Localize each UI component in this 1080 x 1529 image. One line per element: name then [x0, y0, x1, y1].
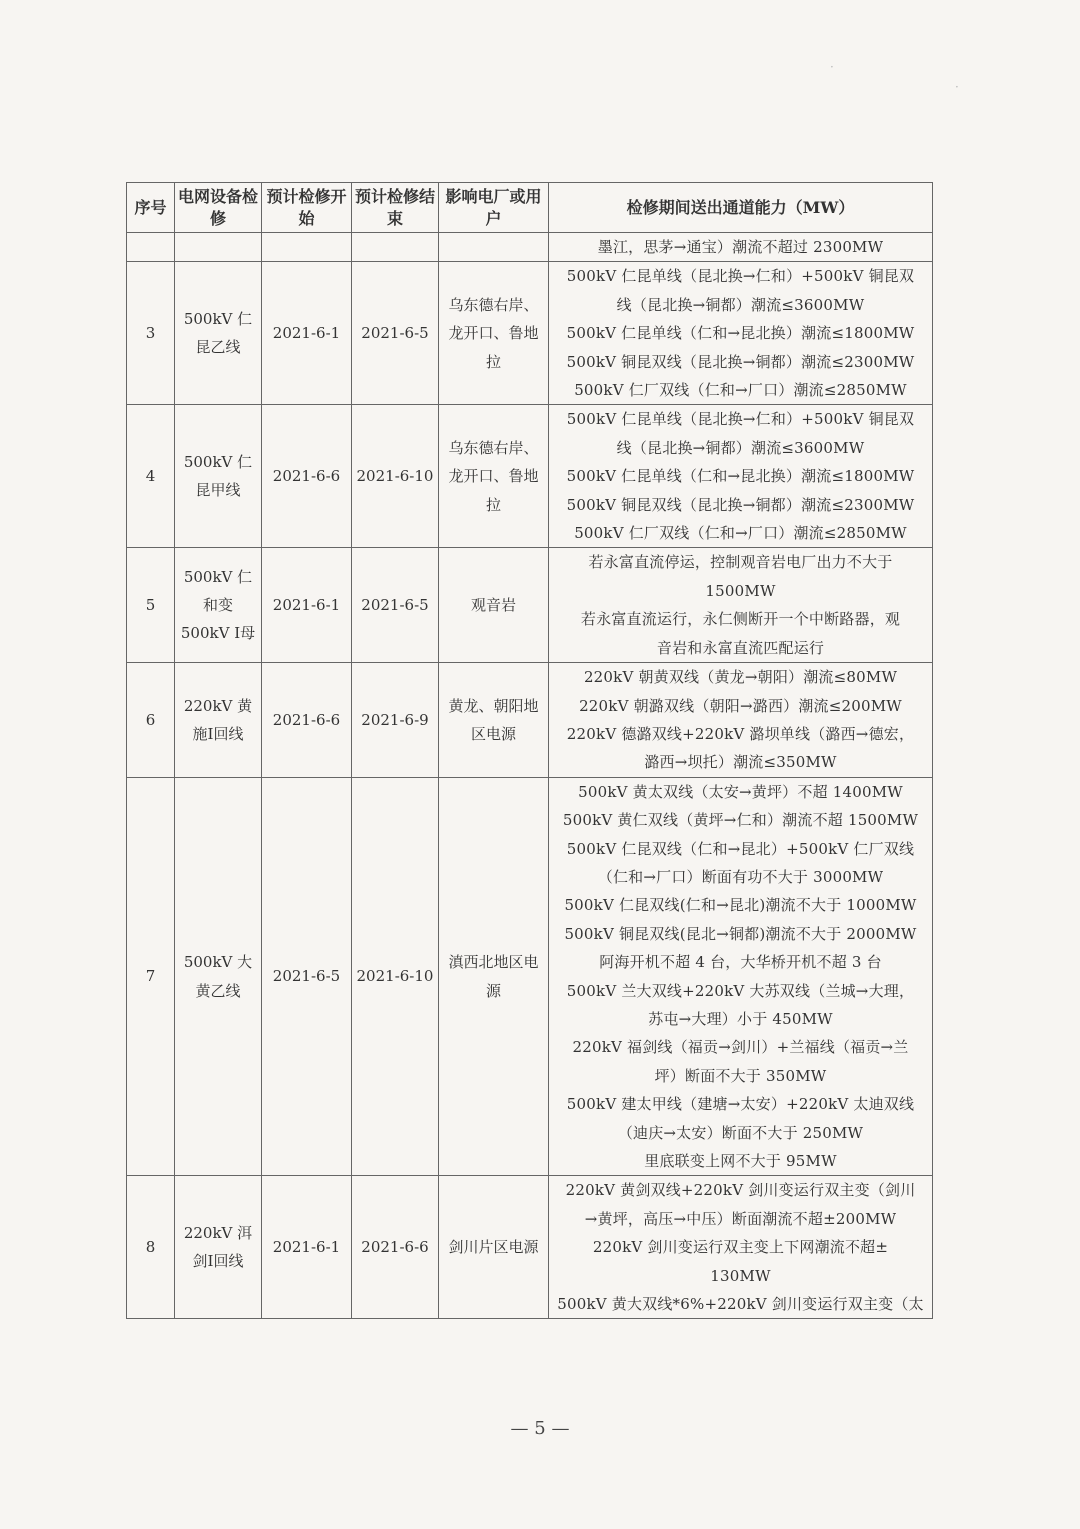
capacity-line: 500kV 仁昆单线（仁和→昆北换）潮流≤1800MW: [566, 467, 915, 486]
row-number: 4: [127, 405, 175, 548]
capacity-line: 500kV 仁厂双线（仁和→厂口）潮流≤2850MW: [574, 381, 907, 400]
scan-speck-mark: ·: [830, 60, 834, 74]
capacity-line: 1500MW: [705, 581, 776, 600]
capacity-cell: [549, 233, 933, 262]
table-row: [127, 548, 933, 663]
affected-plant-cell: 乌东德右岸、龙开口、鲁地拉: [439, 262, 549, 405]
capacity-line: 若永富直流停运，控制观音岩电厂出力不大于: [588, 553, 893, 572]
capacity-line: 墨江，思茅→通宝）潮流不超过 2300MW: [597, 238, 884, 256]
start-date-cell: 2021-6-5: [262, 777, 352, 1176]
capacity-line: 里底联变上网不大于 95MW: [644, 1152, 837, 1170]
capacity-line: →黄坪，高压→中压）断面潮流不超±200MW: [584, 1209, 897, 1228]
capacity-line: 220kV 福剑线（福贡→剑川）+兰福线（福贡→兰: [572, 1038, 909, 1057]
start-date-cell: 2021-6-6: [262, 663, 352, 778]
start-date-cell: 2021-6-1: [262, 1176, 352, 1319]
capacity-line: 500kV 黄太双线（太安→黄坪）不超 1400MW: [578, 782, 903, 801]
table-row: [127, 777, 933, 1176]
table-row: [127, 262, 933, 405]
table-row-carry-over: [127, 233, 933, 262]
row-number: 6: [127, 663, 175, 778]
header-equipment: 电网设备检修: [175, 183, 262, 233]
header-end: 预计检修结束: [352, 183, 439, 233]
start-date-cell: 2021-6-1: [262, 548, 352, 663]
capacity-line: 500kV 黄大双线*6%+220kV 剑川变运行双主变（太: [557, 1295, 924, 1314]
header-no: 序号: [127, 183, 175, 233]
capacity-line: 220kV 朝黄双线（黄龙→朝阳）潮流≤80MW: [583, 668, 898, 687]
end-date-cell: 2021-6-10: [352, 405, 439, 548]
table-header-row: [127, 183, 933, 233]
capacity-line: 音岩和永富直流匹配运行: [656, 638, 825, 657]
table-row: [127, 1176, 933, 1319]
capacity-line: 潞西→坝托）潮流≤350MW: [644, 753, 837, 772]
page-number: — 5 —: [510, 1418, 570, 1439]
affected-plant-cell: 剑川片区电源: [439, 1176, 549, 1319]
row-number: 5: [127, 548, 175, 663]
equipment-cell: 220kV 黄施Ⅰ回线: [175, 663, 262, 778]
capacity-line: 线（昆北换→铜都）潮流≤3600MW: [616, 295, 865, 314]
capacity-line: （迪庆→太安）断面不大于 250MW: [617, 1123, 864, 1142]
capacity-line: 坪）断面不大于 350MW: [654, 1066, 827, 1085]
capacity-line: 220kV 德潞双线+220kV 潞坝单线（潞西→德宏，: [566, 724, 915, 743]
capacity-cell: [549, 663, 933, 778]
capacity-line: 500kV 铜昆双线（昆北换→铜都）潮流≤2300MW: [566, 495, 915, 514]
end-date-cell: 2021-6-6: [352, 1176, 439, 1319]
capacity-cell: [549, 777, 933, 1176]
capacity-line: 500kV 仁昆单线（仁和→昆北换）潮流≤1800MW: [566, 324, 915, 343]
capacity-cell: [549, 548, 933, 663]
capacity-line: （仁和→厂口）断面有功不大于 3000MW: [597, 867, 884, 886]
capacity-line: 阿海开机不超 4 台，大华桥开机不超 3 台: [599, 953, 882, 972]
capacity-line: 500kV 仁昆单线（昆北换→仁和）+500kV 铜昆双: [566, 267, 915, 286]
end-date-cell: 2021-6-10: [352, 777, 439, 1176]
capacity-cell: [549, 1176, 933, 1319]
table-row: [127, 405, 933, 548]
affected-plant-cell: 乌东德右岸、龙开口、鲁地拉: [439, 405, 549, 548]
capacity-line: 500kV 仁厂双线（仁和→厂口）潮流≤2850MW: [574, 524, 907, 543]
capacity-line: 500kV 铜昆双线(昆北→铜都)潮流不大于 2000MW: [564, 924, 917, 943]
equipment-cell: 220kV 洱剑Ⅰ回线: [175, 1176, 262, 1319]
row-number: 8: [127, 1176, 175, 1319]
capacity-line: 若永富直流运行，永仁侧断开一个中断路器，观: [580, 610, 901, 629]
scan-speck-mark: ·: [955, 80, 959, 94]
capacity-line: 500kV 仁昆单线（昆北换→仁和）+500kV 铜昆双: [566, 410, 915, 429]
equipment-cell: 500kV 大黄乙线: [175, 777, 262, 1176]
start-date-cell: 2021-6-1: [262, 262, 352, 405]
capacity-line: 500kV 仁昆双线（仁和→昆北）+500kV 仁厂双线: [566, 839, 915, 858]
row-number: 3: [127, 262, 175, 405]
capacity-line: 500kV 铜昆双线（昆北换→铜都）潮流≤2300MW: [566, 352, 915, 371]
start-date-cell: 2021-6-6: [262, 405, 352, 548]
affected-plant-cell: 滇西北地区电源: [439, 777, 549, 1176]
capacity-line: 130MW: [710, 1266, 771, 1285]
capacity-line: 500kV 建太甲线（建塘→太安）+220kV 太迪双线: [566, 1095, 915, 1114]
end-date-cell: 2021-6-5: [352, 548, 439, 663]
capacity-line: 220kV 剑川变运行双主变上下网潮流不超±: [592, 1238, 889, 1257]
equipment-cell: 500kV 仁昆乙线: [175, 262, 262, 405]
capacity-line: 500kV 仁昆双线(仁和→昆北)潮流不大于 1000MW: [564, 896, 917, 915]
header-affected: 影响电厂或用户: [439, 183, 549, 233]
table-row: [127, 663, 933, 778]
capacity-line: 220kV 朝潞双线（朝阳→潞西）潮流≤200MW: [579, 696, 902, 715]
capacity-cell: [549, 262, 933, 405]
capacity-line: 苏屯→大理）小于 450MW: [648, 1009, 833, 1028]
capacity-line: 220kV 黄剑双线+220kV 剑川变运行双主变（剑川: [565, 1181, 916, 1200]
row-number: 7: [127, 777, 175, 1176]
equipment-cell: 500kV 仁昆甲线: [175, 405, 262, 548]
end-date-cell: 2021-6-9: [352, 663, 439, 778]
capacity-line: 线（昆北换→铜都）潮流≤3600MW: [616, 438, 865, 457]
end-date-cell: 2021-6-5: [352, 262, 439, 405]
header-capacity: 检修期间送出通道能力（MW）: [549, 183, 933, 233]
capacity-cell: [549, 405, 933, 548]
affected-plant-cell: 观音岩: [439, 548, 549, 663]
capacity-line: 500kV 黄仁双线（黄坪→仁和）潮流不超 1500MW: [562, 811, 919, 830]
header-start: 预计检修开始: [262, 183, 352, 233]
capacity-line: 500kV 兰大双线+220kV 大苏双线（兰城→大理，: [566, 981, 915, 1000]
affected-plant-cell: 黄龙、朝阳地区电源: [439, 663, 549, 778]
maintenance-table: [126, 182, 933, 1319]
equipment-cell: 500kV 仁和变 500kV Ⅰ母: [175, 548, 262, 663]
